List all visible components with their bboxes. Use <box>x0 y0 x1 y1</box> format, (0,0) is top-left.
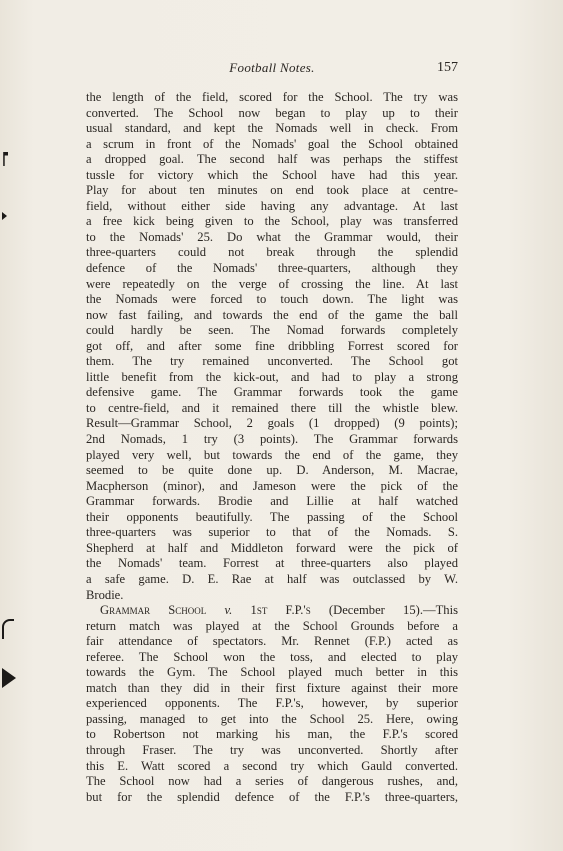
text-line: converted. The School now began to play up to their <box>86 105 458 120</box>
text-line: were repeatedly on the verge of crossing the line. At last <box>86 276 458 291</box>
section-heading-line <box>86 603 458 619</box>
text-line: fair attendance of spectators. Mr. Rennet (F.P.) acted as <box>86 634 458 649</box>
text-line: Grammar forwards. Brodie and Lillie at half watched <box>86 494 458 509</box>
text-line: three-quarters could not break through the splendid <box>86 245 458 260</box>
text-line: 2nd Nomads, 1 try (3 points). The Grammar forwards <box>86 432 458 447</box>
text-line: to Robertson not marking his man, the F.P.'s scored <box>86 727 458 742</box>
text-line: through Fraser. The try was unconverted. Shortly after <box>86 742 458 757</box>
text-line: usual standard, and kept the Nomads well in check. From <box>86 121 458 136</box>
text-line: played very well, but towards the end of the game, they <box>86 447 458 462</box>
page-number: 157 <box>437 60 458 75</box>
text-line: defence of the Nomads' three-quarters, although they <box>86 261 458 276</box>
text-line: return match was played at the School Grounds before a <box>86 618 458 633</box>
margin-mark <box>2 619 14 639</box>
text-line: Macpherson (minor), and Jameson were the pick of the <box>86 478 458 493</box>
text-line: Result—Grammar School, 2 goals (1 dropped) (9 points); <box>86 416 458 431</box>
text-line: the Nomads were forced to touch down. The light was <box>86 292 458 307</box>
team-two: 1st F.P.'s <box>250 603 311 618</box>
text-line: a safe game. D. E. Rae at half was outclassed by W. <box>86 571 458 586</box>
text-line: a free kick being given to the School, play was transferred <box>86 214 458 229</box>
text-line: tussle for victory which the School have had this year. <box>86 167 458 182</box>
text-line: the length of the field, scored for the School. The try was <box>86 90 458 104</box>
text-line: could hardly be seen. The Nomad forwards completely <box>86 323 458 338</box>
text-line: three-quarters was superior to that of the Nomads. S. <box>86 525 458 540</box>
margin-mark <box>2 152 8 166</box>
text-line: match than they did in their first fixture against their more <box>86 680 458 695</box>
text-line: passing, managed to get into the School 25. Here, owing <box>86 711 458 726</box>
match-date: (December 15).—This <box>328 603 458 618</box>
text-line: a scrum in front of the Nomads' goal the School obtained <box>86 136 458 151</box>
text-line: now fast failing, and towards the end of the game the ball <box>86 307 458 322</box>
text-line: experienced opponents. The F.P.'s, however, by superior <box>86 696 458 711</box>
text-line: seemed to be quite done up. D. Anderson, M. Macrae, <box>86 463 458 478</box>
text-line: towards the Gym. The School played much better in this <box>86 665 458 680</box>
margin-mark <box>2 668 16 688</box>
page-header <box>86 60 458 78</box>
text-line: Shepherd at half and Middleton forward were the pick of <box>86 540 458 555</box>
text-line: them. The try remained unconverted. The School got <box>86 354 458 369</box>
text-line: to centre-field, and it remained there till the whistle blew. <box>86 400 458 415</box>
text-line: a dropped goal. The second half was perhaps the stiffest <box>86 152 458 167</box>
text-line: field, without either side having any advantage. At last <box>86 198 458 213</box>
text-line: The School now had a series of dangerous rushes, and, <box>86 774 458 789</box>
text-line: their opponents beautifully. The passing of the School <box>86 509 458 524</box>
running-title: Football Notes. <box>229 60 315 75</box>
text-line: got off, and after some fine dribbling Forrest scored for <box>86 338 458 353</box>
text-line: Play for about ten minutes on end took place at centre- <box>86 183 458 198</box>
text-line: little benefit from the kick-out, and had to play a strong <box>86 369 458 384</box>
versus-text: v. <box>224 603 233 618</box>
text-line: to the Nomads' 25. Do what the Grammar would, their <box>86 229 458 244</box>
text-line: Brodie. <box>86 587 124 602</box>
team-one: Grammar School <box>100 603 207 618</box>
text-line: the Nomads' team. Forrest at three-quarters also played <box>86 556 458 571</box>
text-line: defensive game. The Grammar forwards took the game <box>86 385 458 400</box>
text-line: this E. Watt scored a second try which Gauld converted. <box>86 758 458 773</box>
text-line: referee. The School won the toss, and elected to play <box>86 649 458 664</box>
text-line: but for the splendid defence of the F.P.'s three-quarters, <box>86 789 458 804</box>
margin-mark <box>2 212 7 220</box>
body-text <box>86 90 458 805</box>
